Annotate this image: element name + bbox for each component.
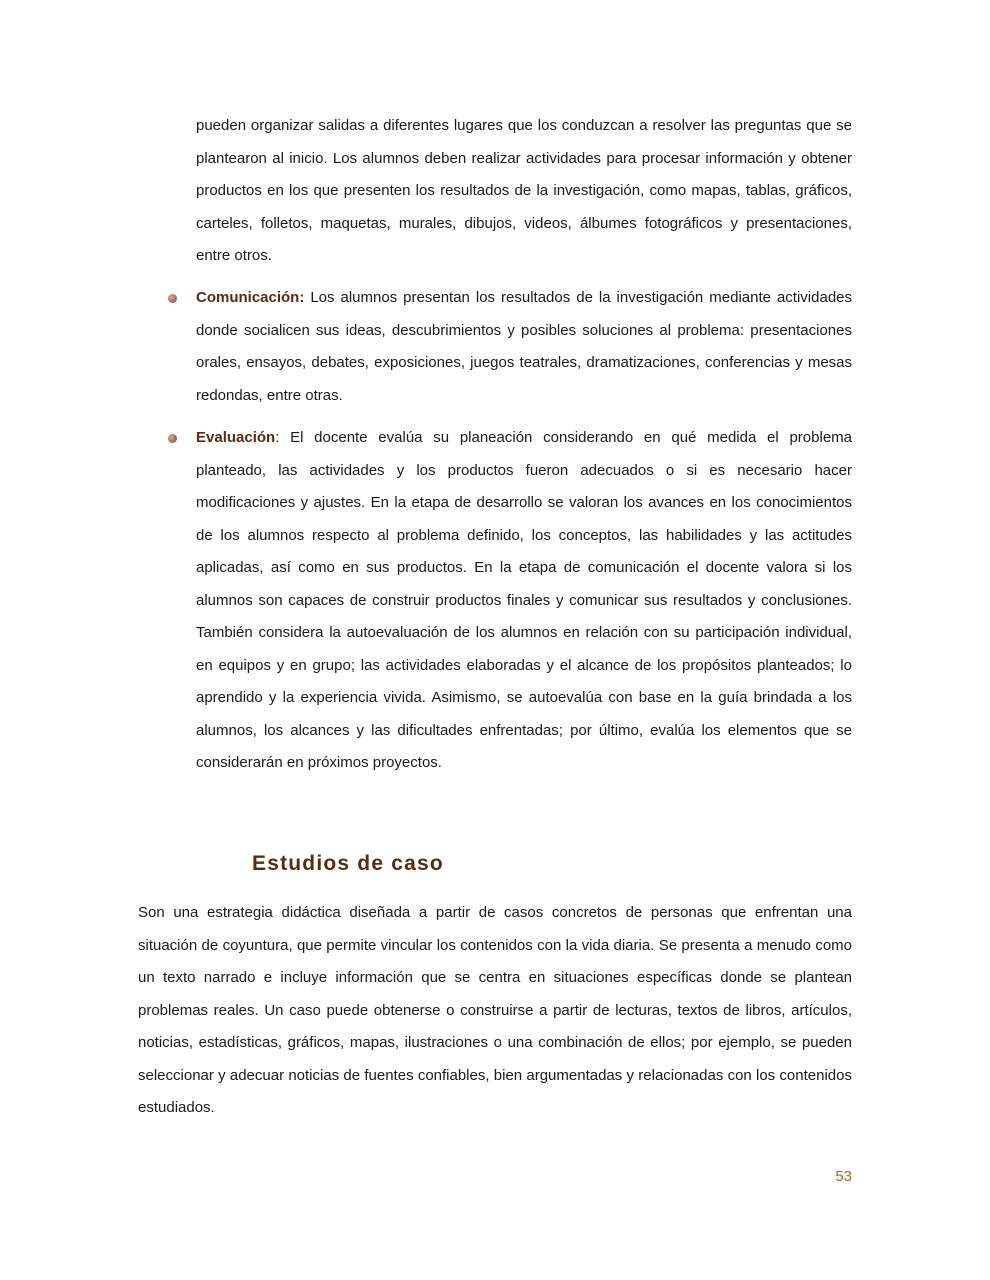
bullet-text-comunicacion: Los alumnos presentan los resultados de la investigación mediante actividades donde socialicen sus ideas, descubrimientos y posibles soluciones al problema: presentaciones orales, ensayos, debates, exposiciones, juegos teatrales, dramatizaciones, conferencias y mesas redondas, entre otras. [196, 289, 852, 404]
bullet-term-evaluacion: Evaluación [196, 429, 276, 446]
bullet-term-comunicacion: Comunicación: [196, 289, 305, 306]
bullet-item-evaluacion [196, 422, 852, 780]
continuation-paragraph: pueden organizar salidas a diferentes lugares que los conduzcan a resolver las preguntas que se plantearon al inicio. Los alumnos deben realizar actividades para procesar información y obtener productos en los que presenten los resultados de la investigación, como mapas, tablas, gráficos, carteles, folletos, maquetas, murales, dibujos, videos, álbumes fotográficos y presentaciones, entre otros. [196, 117, 852, 264]
section-heading: Estudios de caso [252, 852, 444, 875]
bullet-item-comunicacion [196, 282, 852, 412]
page-number: 53 [835, 1168, 852, 1185]
bullet-dot-icon [168, 434, 177, 443]
bullet-dot-icon [168, 294, 177, 303]
bullet-text-evaluacion: : El docente evalúa su planeación considerando en qué medida el problema planteado, las actividades y los productos fueron adecuados o si es necesario hacer modificaciones y ajustes. En la etapa de desarrollo se valoran los avances en los conocimientos de los alumnos respecto al problema definido, los conceptos, las habilidades y las actitudes aplicadas, así como en sus productos. En la etapa de comunicación el docente valora si los alumnos son capaces de construir productos finales y comunicar sus resultados y conclusiones. También considera la autoevaluación de los alumnos en relación con su participación individual, en equipos y en grupo; las actividades elaboradas y el alcance de los propósitos planteados; lo aprendido y la experiencia vivida. Asimismo, se autoevalúa con base en la guía brindada a los alumnos, los alcances y las dificultades enfrentadas; por último, evalúa los elementos que se considerarán en próximos proyectos. [196, 429, 852, 771]
section-body-paragraph: Son una estrategia didáctica diseñada a partir de casos concretos de personas que enfrentan una situación de coyuntura, que permite vincular los contenidos con la vida diaria. Se presenta a menudo como un texto narrado e incluye información que se centra en situaciones específicas donde se plantean problemas reales. Un caso puede obtenerse o construirse a partir de lecturas, textos de libros, artículos, noticias, estadísticas, gráficos, mapas, ilustraciones o una combinación de ellos; por ejemplo, se pueden seleccionar y adecuar noticias de fuentes confiables, bien argumentadas y relacionadas con los contenidos estudiados. [138, 904, 852, 1116]
